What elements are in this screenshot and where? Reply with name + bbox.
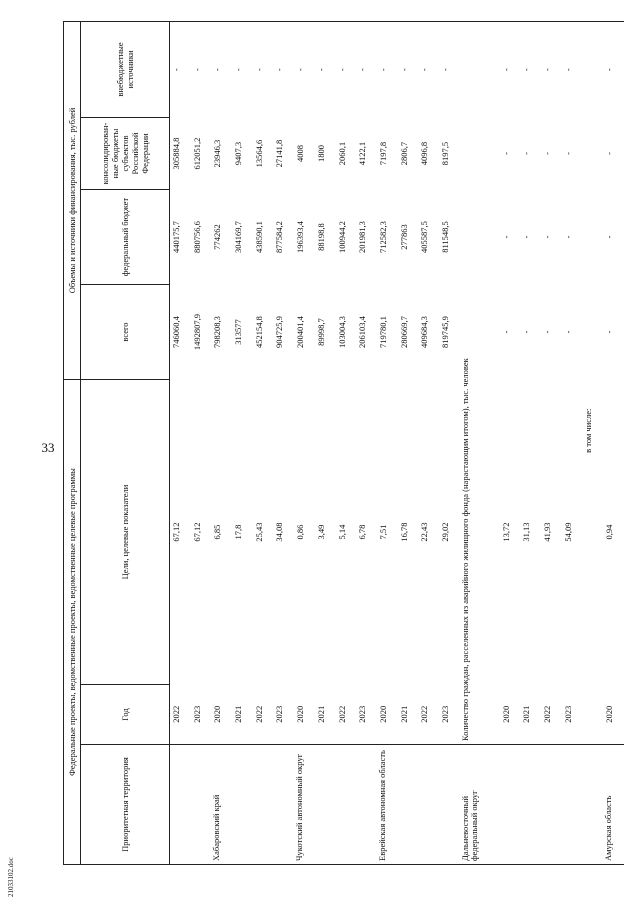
cell-extra: -	[211, 21, 232, 117]
table-row	[356, 21, 377, 864]
cell-target: 0,94	[604, 524, 615, 540]
cell-year: 2022	[419, 705, 430, 723]
cell-extra: -	[191, 21, 212, 117]
cell-target: 22,43	[419, 522, 430, 542]
table-row	[336, 21, 357, 864]
cell-total: 200401,4	[295, 316, 306, 348]
cell-year: 2023	[191, 705, 202, 723]
cell-target: 67,12	[191, 522, 202, 542]
cell-regional: 612051,2	[191, 137, 202, 170]
cell-territory	[336, 745, 357, 865]
cell-target: 5,14	[336, 524, 347, 540]
header-federal: федеральный бюджет	[81, 190, 170, 285]
cell-target: 7,51	[377, 524, 388, 540]
cell-extra: -	[500, 21, 521, 117]
cell-regional: 9407,3	[233, 141, 244, 166]
cell-total: 819745,9	[439, 316, 450, 348]
cell-extra: -	[356, 21, 377, 117]
cell-target: 3,49	[315, 524, 326, 540]
cell-total: 103004,3	[336, 316, 347, 348]
cell-territory	[253, 745, 274, 865]
cell-target: 13,72	[500, 522, 511, 542]
cell-regional: 8197,5	[439, 141, 450, 166]
cell-regional: 13564,6	[253, 139, 264, 168]
cell-extra-empty	[582, 21, 603, 117]
cell-federal: 438590,1	[253, 221, 264, 253]
cell-year: 2021	[521, 705, 532, 723]
cell-territory	[232, 745, 253, 865]
cell-total: 452154,8	[253, 316, 264, 348]
cell-territory	[520, 745, 541, 865]
cell-target: 6,78	[357, 524, 368, 540]
section-header-row	[460, 21, 480, 864]
cell-year: 2020	[500, 705, 511, 723]
cell-total: 313577	[233, 319, 244, 345]
cell-year: 2020	[604, 705, 615, 723]
cell-year: 2021	[398, 705, 409, 723]
section-description: Количество граждан, расселенных из аварийного жилищного фонда (нарастающим итогом), тыс. человек	[459, 358, 470, 741]
cell-federal: 880756,6	[191, 221, 202, 253]
cell-year: 2023	[274, 705, 285, 723]
table-body	[170, 21, 624, 864]
table-row	[273, 21, 294, 864]
cell-regional: -	[604, 152, 615, 155]
cell-total: -	[521, 330, 532, 334]
cell-extra: -	[603, 21, 624, 117]
cell-total: -	[542, 330, 552, 334]
table-row	[253, 21, 274, 864]
cell-regional: -	[521, 152, 532, 155]
cell-federal: 440175,7	[171, 221, 181, 253]
cell-total: 719780,1	[377, 316, 388, 348]
cell-extra-empty	[480, 21, 500, 117]
cell-target: 6,85	[212, 524, 223, 540]
cell-regional: 2806,7	[398, 141, 409, 166]
cell-federal: -	[562, 235, 573, 239]
cell-regional: 27141,8	[274, 139, 285, 168]
cell-target: 54,09	[562, 522, 573, 542]
footer-doc-code: 21033102.doc	[7, 857, 15, 897]
cell-territory	[500, 745, 521, 865]
table-row	[541, 21, 562, 864]
cell-year: 2023	[357, 705, 368, 723]
cell-extra: -	[398, 21, 419, 117]
cell-territory	[191, 745, 212, 865]
cell-year: 2022	[171, 705, 181, 723]
cell-target: 67,12	[171, 522, 181, 542]
table-row	[500, 21, 521, 864]
cell-target: 0,86	[295, 524, 306, 540]
cell-year: 2023	[562, 705, 573, 723]
header-group-financing: Объемы и источники финансирования, тыс. рублей	[64, 21, 81, 379]
cell-federal: 877584,2	[274, 221, 285, 253]
header-group-projects: Федеральные проекты, ведомственные проекты, ведомственные целевые программы	[64, 380, 81, 865]
table-row	[377, 21, 398, 864]
cell-year: 2020	[212, 705, 223, 723]
table-row	[562, 21, 583, 864]
cell-extra: -	[232, 21, 253, 117]
cell-target: 34,08	[274, 522, 285, 542]
cell-federal: -	[521, 235, 532, 239]
cell-year: 2021	[233, 705, 244, 723]
cell-territory	[356, 745, 377, 865]
table-row	[315, 21, 336, 864]
cell-extra-empty	[460, 21, 480, 117]
cell-total: -	[604, 330, 615, 334]
cell-federal: 196393,4	[295, 221, 306, 253]
cell-federal: 774262	[212, 224, 223, 250]
cell-regional: -	[500, 152, 511, 155]
rotated-table-container	[63, 22, 615, 865]
cell-federal: -	[500, 235, 511, 239]
header-targets: Цели, целевые показатели	[81, 380, 170, 685]
table-row	[211, 21, 232, 864]
cell-year: 2022	[542, 705, 552, 723]
cell-federal: 304169,7	[233, 221, 244, 253]
cell-total: -	[562, 330, 573, 334]
cell-federal: 201981,3	[357, 221, 368, 253]
cell-federal: 712582,3	[377, 221, 388, 253]
cell-territory	[562, 745, 583, 865]
table-row	[232, 21, 253, 864]
cell-territory: Хабаровский край	[211, 745, 232, 865]
cell-extra: -	[253, 21, 274, 117]
cell-extra: -	[377, 21, 398, 117]
cell-year: 2020	[377, 705, 388, 723]
table-row	[603, 21, 624, 864]
cell-territory: Чукотский автономный округ	[294, 745, 315, 865]
cell-year: 2021	[315, 705, 326, 723]
cell-territory: Еврейская автономная область	[377, 745, 398, 865]
table-row	[439, 21, 460, 864]
cell-target: 16,78	[398, 522, 409, 542]
including-row	[582, 21, 603, 864]
cell-total: 89998,7	[315, 318, 326, 346]
cell-extra: -	[315, 21, 336, 117]
cell-territory	[439, 745, 460, 865]
cell-regional: 4122,1	[357, 141, 368, 166]
cell-territory	[273, 745, 294, 865]
cell-total: 1492807,9	[191, 313, 202, 351]
cell-regional: 23946,3	[212, 139, 223, 168]
cell-year: 2020	[295, 705, 306, 723]
cell-extra: -	[418, 21, 439, 117]
cell-territory	[315, 745, 336, 865]
cell-regional: 7197,8	[377, 141, 388, 166]
cell-total: 904725,9	[274, 316, 285, 348]
header-year: Год	[81, 685, 170, 745]
cell-regional: 4096,8	[419, 141, 430, 166]
cell-territory	[582, 745, 603, 865]
cell-regional: 4008	[295, 145, 306, 162]
cell-target: 17,8	[233, 524, 244, 540]
cell-regional: -	[562, 152, 573, 155]
cell-total: 409684,3	[419, 316, 430, 348]
cell-extra: -	[170, 21, 191, 117]
cell-extra: -	[541, 21, 562, 117]
cell-extra: -	[336, 21, 357, 117]
cell-federal: 88198,8	[315, 223, 326, 251]
cell-federal: -	[542, 235, 552, 239]
cell-federal: 405587,5	[419, 221, 430, 253]
cell-target: 29,02	[439, 522, 450, 542]
cell-territory	[398, 745, 419, 865]
table-row	[520, 21, 541, 864]
cell-total: 280669,7	[398, 316, 409, 348]
cell-extra: -	[520, 21, 541, 117]
cell-target: 25,43	[253, 522, 264, 542]
cell-extra: -	[439, 21, 460, 117]
cell-regional: 305884,8	[171, 137, 181, 170]
including-label: в том числе:	[583, 408, 594, 453]
cell-total: 206103,4	[357, 316, 368, 348]
cell-regional: 1800	[315, 145, 326, 162]
header-total: всего	[81, 285, 170, 380]
table-row	[418, 21, 439, 864]
cell-federal: -	[604, 235, 615, 239]
cell-federal: 277863	[398, 224, 409, 250]
header-regional: консолидирован-ные бюджеты субъектов Российской Федерации	[81, 118, 170, 190]
cell-territory	[170, 745, 191, 865]
cell-regional: 2060,1	[336, 141, 347, 166]
header-territory: Приоритетная территория	[81, 745, 170, 865]
cell-territory	[541, 745, 562, 865]
section-territory: Дальневосточный федеральный округ	[460, 745, 500, 865]
cell-year: 2022	[253, 705, 264, 723]
cell-total: 798208,3	[212, 316, 223, 348]
cell-target: 41,93	[542, 522, 552, 542]
table-row	[398, 21, 419, 864]
cell-extra: -	[294, 21, 315, 117]
table-row	[294, 21, 315, 864]
cell-federal: 100944,2	[336, 221, 347, 253]
cell-federal: 811548,5	[439, 221, 450, 253]
table-row	[191, 21, 212, 864]
cell-regional: -	[542, 152, 552, 155]
cell-territory	[418, 745, 439, 865]
financing-table	[63, 21, 624, 865]
cell-extra: -	[562, 21, 583, 117]
cell-territory: Амурская область	[603, 745, 624, 865]
cell-total: 746060,4	[171, 316, 181, 348]
table-row	[170, 21, 191, 864]
cell-target: 31,13	[521, 522, 532, 542]
cell-year: 2022	[336, 705, 347, 723]
page-number: 33	[41, 440, 55, 455]
cell-extra: -	[273, 21, 294, 117]
cell-total: -	[500, 330, 511, 334]
header-extra: внебюджетные источники	[81, 21, 170, 117]
cell-year: 2023	[439, 705, 450, 723]
